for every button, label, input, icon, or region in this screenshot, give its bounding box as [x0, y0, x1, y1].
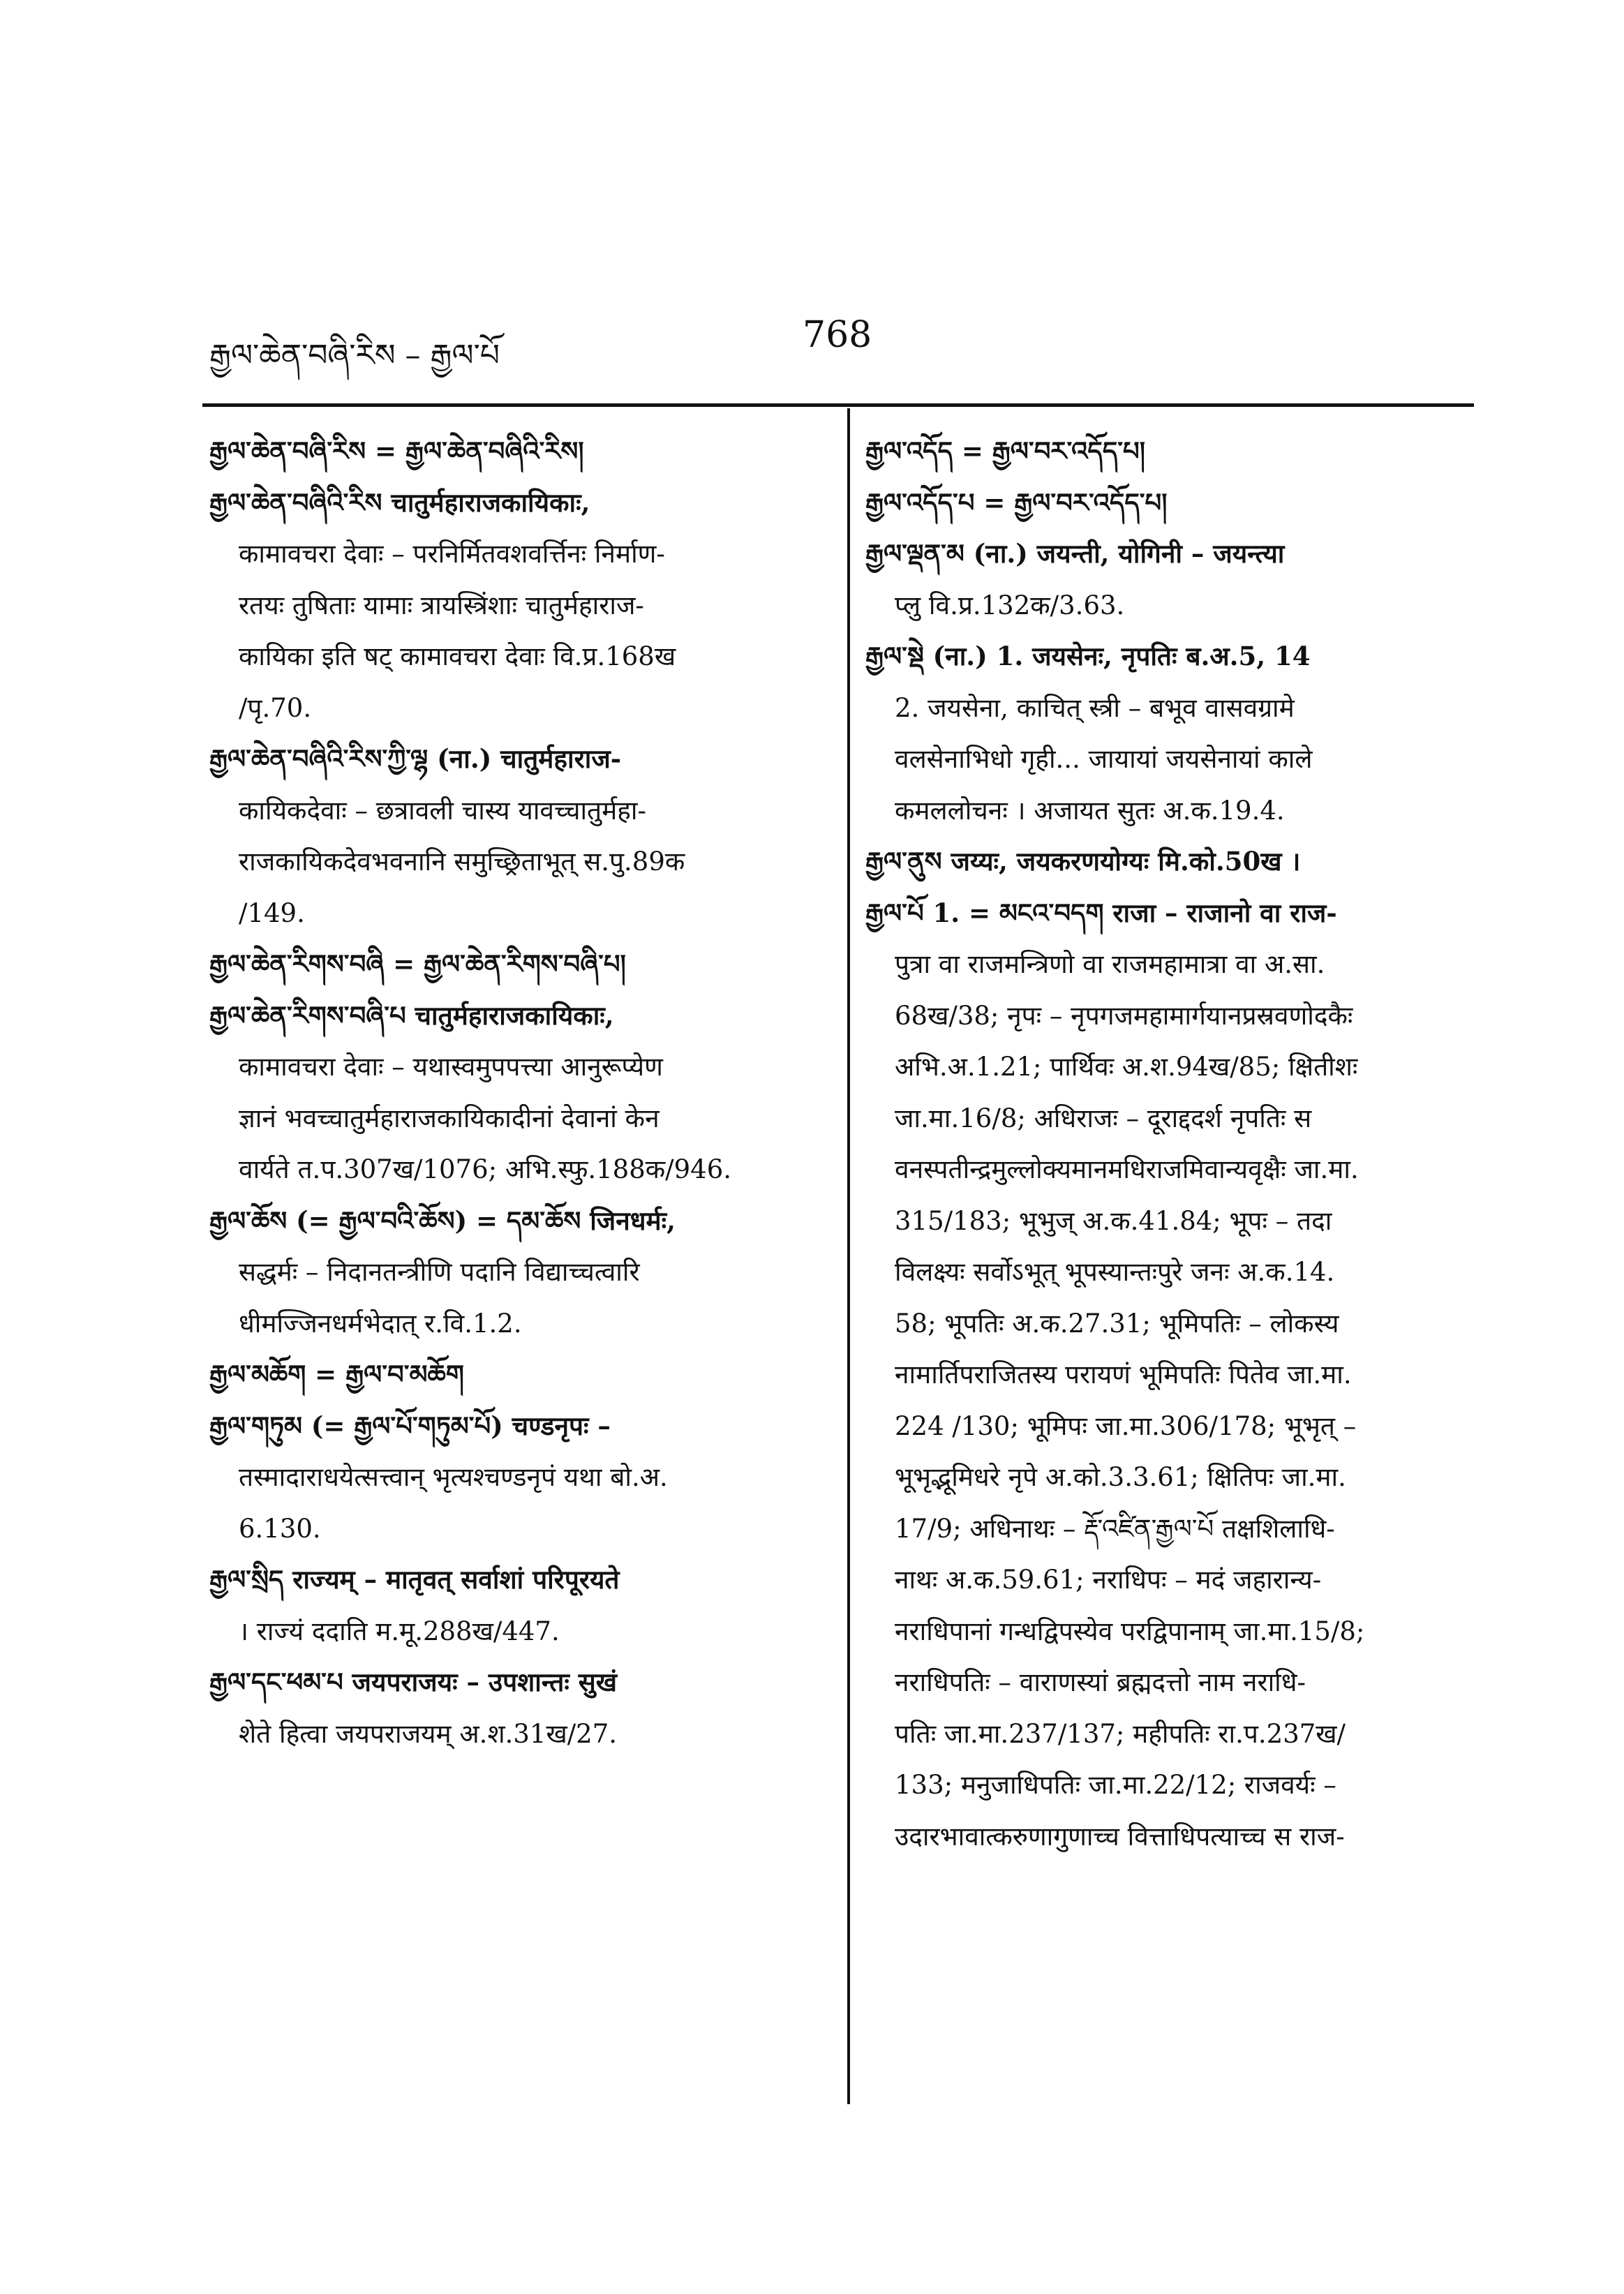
- left-column-line: रतयः तुषिताः यामाः त्रायस्त्रिंशाः चातुर्महाराज-: [239, 590, 644, 620]
- left-column-line: धीमज्जिनधर्मभेदात् र.वि.1.2.: [239, 1308, 522, 1339]
- left-column-line: /149.: [239, 898, 305, 928]
- left-column-line: རྒྱལ་ཆེན་བཞི་རིས = རྒྱལ་ཆེན་བཞིའི་རིས།: [209, 435, 584, 466]
- right-column-line: नराधिपतिः – वाराणस्यां ब्रह्मदत्तो नाम नराधि-: [895, 1667, 1306, 1697]
- left-column-line: 6.130.: [239, 1513, 321, 1544]
- column-divider: [847, 408, 850, 2104]
- right-column-line: རྒྱལ་པོ 1. = མངའ་བདག राजा – राजानो वा राज-: [865, 897, 1337, 928]
- left-column-line: वार्यते त.प.307ख/1076; अभि.स्फु.188क/946.: [239, 1154, 732, 1184]
- right-column-line: अभि.अ.1.21; पार्थिवः अ.श.94ख/85; क्षितीशः: [895, 1052, 1358, 1082]
- right-column-line: नराधिपानां गन्धद्विपस्येव परद्विपानाम् जा.मा.15/8;: [895, 1616, 1365, 1646]
- right-column-line: 224 /130; भूमिपः जा.मा.306/178; भूभृत् –: [895, 1410, 1357, 1441]
- right-column-line: 315/183; भूभुज् अ.क.41.84; भूपः – तदा: [895, 1205, 1332, 1236]
- right-column-line: 58; भूपतिः अ.क.27.31; भूमिपतिः – लोकस्य: [895, 1308, 1339, 1339]
- right-column-line: भूभृद्भूमिधरे नृपे अ.को.3.3.61; क्षितिपः जा.मा.: [895, 1462, 1346, 1492]
- left-column-line: རྒྱལ་དང་ཕམ་པ जयपराजयः – उपशान्तः सुखं: [209, 1667, 617, 1697]
- left-column-line: རྒྱལ་སྲིད राज्यम् – मातृवत् सर्वाशां परिपूरयते: [209, 1564, 620, 1595]
- right-column-line: कमललोचनः । अजायत सुतः अ.क.19.4.: [895, 795, 1285, 826]
- right-column-line: वलसेनाभिधो गृही... जायायां जयसेनायां काले: [895, 744, 1313, 774]
- left-column-line: कायिका इति षट् कामावचरा देवाः वि.प्र.168ख: [239, 641, 676, 671]
- right-column-line: विलक्ष्यः सर्वोऽभूत् भूपस्यान्तःपुरे जनः अ.क.14.: [895, 1257, 1335, 1287]
- right-column-line: वनस्पतीन्द्रमुल्लोक्यमानमधिराजमिवान्यवृक्षैः जा.मा.: [895, 1154, 1359, 1184]
- left-column-line: རྒྱལ་ཆེན་བཞིའི་རིས चातुर्महाराजकायिकाः,: [209, 486, 590, 518]
- left-column: [209, 426, 824, 1759]
- left-column-line: རྒྱལ་མཆོག = རྒྱལ་བ་མཆོག: [209, 1359, 464, 1390]
- right-column-line: 2. जयसेना, काचित् स्त्री – बभूव वासवग्रामे: [895, 692, 1295, 723]
- left-column-line: རྒྱལ་གཏུམ (= རྒྱལ་པོ་གཏུམ་པོ) चण्डनृपः –: [209, 1410, 611, 1441]
- left-column-line: सद्धर्मः – निदानतन्त्रीणि पदानि विद्याच्चत्वारि: [239, 1257, 640, 1287]
- right-column-line: རྒྱལ་འདོད་པ = རྒྱལ་བར་འདོད་པ།: [865, 486, 1168, 518]
- left-column-line: । राज्यं ददाति म.मू.288ख/447.: [239, 1616, 560, 1646]
- right-column-line: जा.मा.16/8; अधिराजः – दूराद्ददर्श नृपतिः स: [895, 1103, 1312, 1133]
- right-column-line: 17/9; अधिनाथः – རྡོ་འཛིན་རྒྱལ་པོ तक्षशिलाधि-: [895, 1513, 1335, 1544]
- left-column-line: तस्मादाराधयेत्सत्त्वान् भृत्यश्चण्डनृपं यथा बो.अ.: [239, 1462, 668, 1492]
- header-rule: [202, 403, 1474, 407]
- left-column-line: /पृ.70.: [239, 692, 312, 723]
- left-column-line: शेते हित्वा जयपराजयम् अ.श.31ख/27.: [239, 1718, 618, 1749]
- left-column-line: ज्ञानं भवच्चातुर्महाराजकायिकादीनां देवानां केन: [239, 1103, 660, 1133]
- right-column-line: नाथः अ.क.59.61; नराधिपः – मदं जहारान्य-: [895, 1565, 1322, 1595]
- right-column-line: རྒྱལ་སྡེ (ना.) 1. जयसेनः, नृपतिः ब.अ.5, 14: [865, 641, 1311, 671]
- left-column-line: कायिकदेवाः – छत्रावली चास्य यावच्चातुर्महा-: [239, 795, 646, 826]
- left-column-line: कामावचरा देवाः – परनिर्मितवशवर्त्तिनः निर्माण-: [239, 539, 665, 569]
- left-column-line: རྒྱལ་ཆེན་བཞིའི་རིས་ཀྱི་ལྷ (ना.) चातुर्महाराज-: [209, 743, 622, 774]
- running-head: རྒྱལ་ཆེན་བཞི་རིས – རྒྱལ་པོ: [209, 338, 500, 373]
- right-column-line: རྒྱལ་འདོད = རྒྱལ་བར་འདོད་པ།: [865, 435, 1145, 466]
- page-number: 768: [803, 314, 872, 356]
- left-column-line: རྒྱལ་ཆོས (= རྒྱལ་བའི་ཆོས) = དམ་ཆོས जिनधर्मः,: [209, 1205, 676, 1236]
- left-column-line: རྒྱལ་ཆེན་རིགས་བཞི་པ चातुर्महाराजकायिकाः,: [209, 999, 614, 1031]
- left-column-line: རྒྱལ་ཆེན་རིགས་བཞི = རྒྱལ་ཆེན་རིགས་བཞི་པ།: [209, 948, 626, 979]
- right-column-line: पुत्रा वा राजमन्त्रिणो वा राजमहामात्रा वा अ.सा.: [895, 949, 1325, 979]
- right-column-line: རྒྱལ་ལྡན་མ (ना.) जयन्ती, योगिनी – जयन्त्या: [865, 538, 1285, 569]
- right-column-line: प्लु वि.प्र.132क/3.63.: [895, 590, 1125, 620]
- right-column: [865, 426, 1473, 1862]
- right-column-line: नामार्तिपराजितस्य परायणं भूमिपतिः पितेव जा.मा.: [895, 1360, 1352, 1390]
- right-column-line: उदारभावात्करुणागुणाच्च वित्ताधिपत्याच्च स राज-: [895, 1821, 1345, 1852]
- left-column-line: कामावचरा देवाः – यथास्वमुपपत्त्या आनुरूप्येण: [239, 1052, 663, 1082]
- right-column-line: पतिः जा.मा.237/137; महीपतिः रा.प.237ख/: [895, 1718, 1346, 1749]
- right-column-line: 133; मनुजाधिपतिः जा.मा.22/12; राजवर्यः –: [895, 1770, 1336, 1800]
- left-column-line: राजकायिकदेवभवनानि समुच्छ्रिताभूत् स.पु.89क: [239, 847, 685, 877]
- right-column-line: རྒྱལ་ནུས जय्यः, जयकरणयोग्यः मि.को.50ख ।: [865, 846, 1301, 877]
- right-column-line: 68ख/38; नृपः – नृपगजमहामार्गयानप्रस्रवणोदकैः: [895, 1000, 1353, 1031]
